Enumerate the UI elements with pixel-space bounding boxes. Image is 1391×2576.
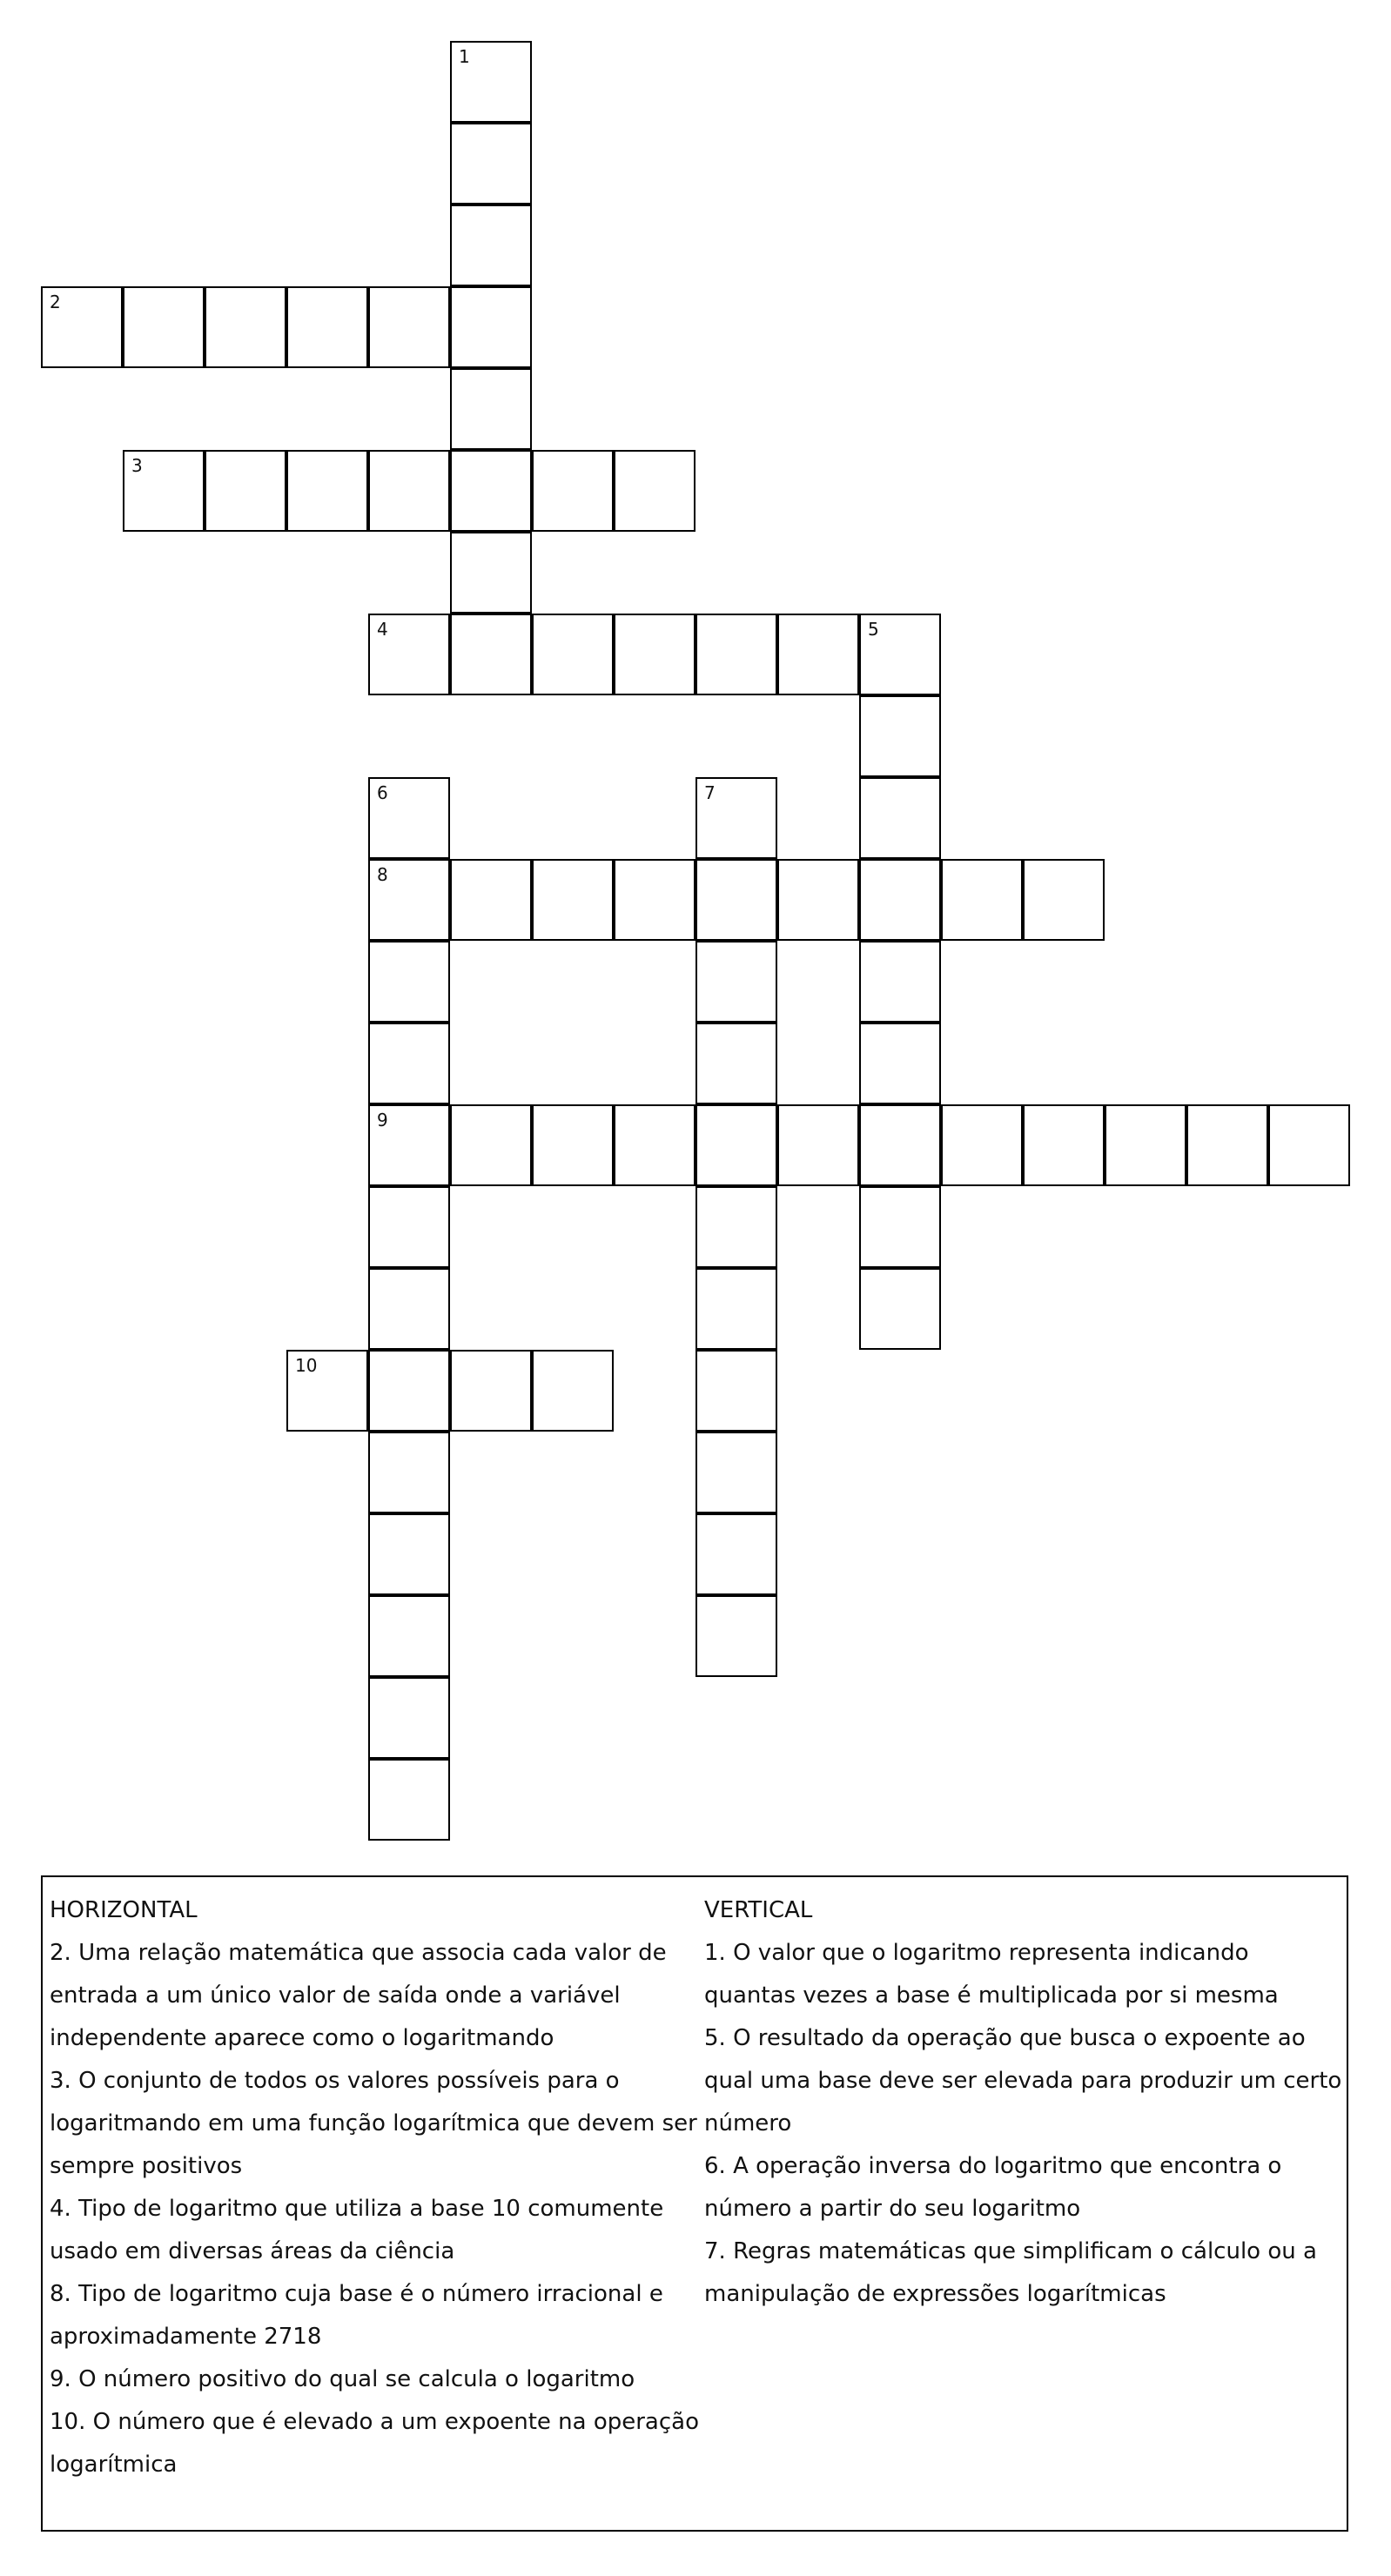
grid-cell[interactable]	[368, 286, 450, 368]
grid-cell[interactable]	[368, 1104, 450, 1186]
grid-cell[interactable]	[368, 1268, 450, 1350]
grid-cell[interactable]	[696, 777, 777, 859]
grid-cell[interactable]	[696, 1186, 777, 1268]
grid-cell[interactable]	[123, 450, 205, 532]
grid-cell[interactable]	[1186, 1104, 1268, 1186]
grid-cell[interactable]	[859, 777, 941, 859]
grid-cell[interactable]	[368, 614, 450, 695]
vertical-clues	[704, 1889, 1344, 2316]
grid-cell[interactable]	[450, 532, 532, 614]
grid-cell[interactable]	[532, 614, 614, 695]
grid-cell[interactable]	[205, 450, 286, 532]
grid-cell[interactable]	[286, 286, 368, 368]
clue-horizontal: 4. Tipo de logaritmo que utiliza a base 10 comumente usado em diversas áreas da ciência	[50, 2196, 664, 2264]
grid-cell[interactable]	[368, 450, 450, 532]
grid-cell[interactable]	[859, 859, 941, 941]
clue-number: 5	[868, 619, 879, 640]
grid-cell[interactable]	[532, 1104, 614, 1186]
grid-cell[interactable]	[859, 1186, 941, 1268]
grid-cell[interactable]	[532, 450, 614, 532]
grid-cell[interactable]	[532, 1350, 614, 1432]
grid-cell[interactable]	[696, 1595, 777, 1677]
grid-cell[interactable]	[614, 859, 696, 941]
grid-cell[interactable]	[368, 1186, 450, 1268]
grid-cell[interactable]	[696, 1513, 777, 1595]
grid-cell[interactable]	[859, 1104, 941, 1186]
grid-cell[interactable]	[614, 1104, 696, 1186]
grid-cell[interactable]	[1023, 859, 1105, 941]
grid-cell[interactable]	[696, 1104, 777, 1186]
clue-vertical: 5. O resultado da operação que busca o expoente ao qual uma base deve ser elevada para produzir um certo número	[704, 2025, 1342, 2137]
clue-horizontal: 9. O número positivo do qual se calcula o logaritmo	[50, 2366, 635, 2392]
clue-number: 7	[704, 782, 716, 803]
grid-cell[interactable]	[859, 1268, 941, 1350]
grid-cell[interactable]	[450, 1104, 532, 1186]
grid-cell[interactable]	[696, 941, 777, 1023]
grid-cell[interactable]	[450, 1350, 532, 1432]
grid-cell[interactable]	[859, 941, 941, 1023]
grid-cell[interactable]	[696, 1350, 777, 1432]
grid-cell[interactable]	[696, 1023, 777, 1104]
clue-number: 6	[377, 782, 388, 803]
grid-cell[interactable]	[941, 1104, 1023, 1186]
clue-number: 3	[131, 455, 143, 476]
clue-number: 4	[377, 619, 388, 640]
grid-cell[interactable]	[368, 1595, 450, 1677]
grid-cell[interactable]	[368, 941, 450, 1023]
clue-horizontal: 3. O conjunto de todos os valores possíveis para o logaritmando em uma função logarítmica que devem ser sempre positivos	[50, 2068, 697, 2179]
grid-cell[interactable]	[859, 614, 941, 695]
horizontal-clues	[50, 1889, 702, 2486]
grid-cell[interactable]	[450, 859, 532, 941]
grid-cell[interactable]	[123, 286, 205, 368]
grid-cell[interactable]	[532, 859, 614, 941]
clue-horizontal: 8. Tipo de logaritmo cuja base é o número irracional e aproximadamente 2718	[50, 2281, 663, 2350]
grid-cell[interactable]	[41, 286, 123, 368]
grid-cell[interactable]	[777, 1104, 859, 1186]
grid-cell[interactable]	[368, 1677, 450, 1759]
horizontal-title: HORIZONTAL	[50, 1897, 198, 1923]
grid-cell[interactable]	[696, 859, 777, 941]
vertical-title: VERTICAL	[704, 1897, 813, 1923]
clue-number: 8	[377, 864, 388, 885]
grid-cell[interactable]	[450, 614, 532, 695]
grid-cell[interactable]	[450, 205, 532, 286]
grid-cell[interactable]	[696, 1268, 777, 1350]
clue-number: 10	[295, 1355, 318, 1376]
grid-cell[interactable]	[777, 614, 859, 695]
grid-cell[interactable]	[1268, 1104, 1350, 1186]
grid-cell[interactable]	[368, 1350, 450, 1432]
grid-cell[interactable]	[777, 859, 859, 941]
grid-cell[interactable]	[450, 450, 532, 532]
grid-cell[interactable]	[1023, 1104, 1105, 1186]
grid-cell[interactable]	[450, 123, 532, 205]
clue-vertical: 6. A operação inversa do logaritmo que encontra o número a partir do seu logaritmo	[704, 2153, 1282, 2222]
grid-cell[interactable]	[368, 1023, 450, 1104]
grid-cell[interactable]	[941, 859, 1023, 941]
grid-cell[interactable]	[368, 1513, 450, 1595]
grid-cell[interactable]	[205, 286, 286, 368]
grid-cell[interactable]	[368, 859, 450, 941]
clues-panel	[41, 1875, 1348, 2532]
grid-cell[interactable]	[286, 450, 368, 532]
grid-cell[interactable]	[450, 286, 532, 368]
grid-cell[interactable]	[614, 614, 696, 695]
clue-vertical: 7. Regras matemáticas que simplificam o cálculo ou a manipulação de expressões logarítmicas	[704, 2238, 1317, 2307]
grid-cell[interactable]	[859, 695, 941, 777]
grid-cell[interactable]	[859, 1023, 941, 1104]
grid-cell[interactable]	[696, 1432, 777, 1513]
clue-horizontal: 2. Uma relação matemática que associa cada valor de entrada a um único valor de saída onde a variável independente aparece como o logaritmando	[50, 1940, 667, 2051]
grid-cell[interactable]	[286, 1350, 368, 1432]
grid-cell[interactable]	[368, 777, 450, 859]
grid-cell[interactable]	[614, 450, 696, 532]
clue-number: 2	[50, 292, 61, 312]
clue-horizontal: 10. O número que é elevado a um expoente na operação logarítmica	[50, 2409, 700, 2478]
clue-vertical: 1. O valor que o logaritmo representa indicando quantas vezes a base é multiplicada por si mesma	[704, 1940, 1279, 2009]
grid-cell[interactable]	[696, 614, 777, 695]
grid-cell[interactable]	[368, 1432, 450, 1513]
grid-cell[interactable]	[368, 1759, 450, 1841]
grid-cell[interactable]	[450, 41, 532, 123]
clue-number: 1	[459, 46, 470, 67]
grid-cell[interactable]	[1105, 1104, 1186, 1186]
grid-cell[interactable]	[450, 368, 532, 450]
clue-number: 9	[377, 1110, 388, 1130]
